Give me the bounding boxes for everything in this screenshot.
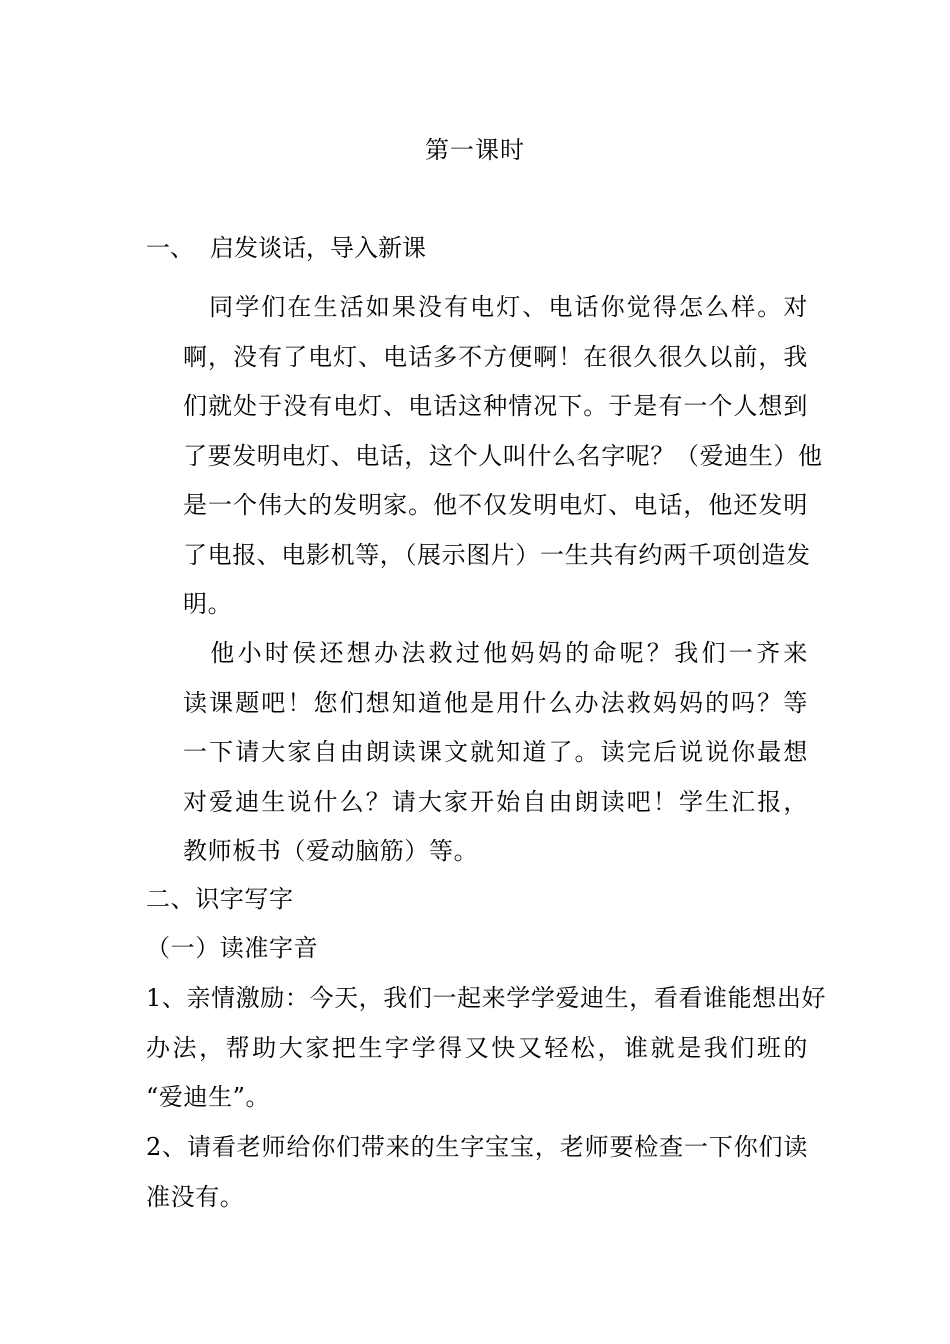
section-1-number: 一、 — [146, 234, 194, 262]
paragraph-line: 明。 — [183, 590, 233, 618]
paragraph-line: 了电报、电影机等，（展示图片）一生共有约两千项创造发 — [183, 540, 811, 569]
list-item-line: 2、请看老师给你们带来的生字宝宝，老师要检查一下你们读 — [146, 1133, 808, 1161]
section-1-heading — [146, 230, 426, 266]
paragraph-line: 了要发明电灯、电话，这个人叫什么名字呢？（爱迪生）他 — [183, 441, 823, 470]
paragraph-line: 一下请大家自由朗读课文就知道了。读完后说说你最想 — [183, 738, 808, 766]
list-item-1 — [146, 974, 827, 1123]
list-item-line: 办法，帮助大家把生字学得又快又轻松，谁就是我们班的 — [146, 1033, 808, 1062]
paragraph-line: 是一个伟大的发明家。他不仅发明电灯、电话，他还发明 — [183, 491, 808, 519]
paragraph-line: 对爱迪生说什么？请大家开始自由朗读吧！学生汇报， — [183, 787, 808, 816]
page-title: 第一课时 — [425, 136, 525, 164]
paragraph-line: 们就处于没有电灯、电话这种情况下。于是有一个人想到 — [183, 392, 808, 420]
section-2-heading-text: 二、识字写字 — [146, 885, 294, 913]
section-2-heading — [146, 875, 808, 925]
paragraph-line: 同学们在生活如果没有电灯、电话你觉得怎么样。对 — [183, 293, 808, 321]
section-2-subheading — [146, 924, 808, 974]
list-item-line: 1、亲情激励：今天，我们一起来学学爱迪生，看看谁能想出好 — [146, 984, 827, 1012]
section-1-paragraph-2 — [183, 629, 808, 877]
paragraph-line: 他小时侯还想办法救过他妈妈的命呢？我们一齐来 — [183, 639, 808, 667]
list-item-line: “爱迪生”。 — [146, 1083, 271, 1111]
section-1-heading-text: 启发谈话，导入新课 — [210, 234, 426, 262]
paragraph-line: 教师板书（爱动脑筋）等。 — [183, 837, 479, 865]
list-item-line: 准没有。 — [146, 1182, 245, 1211]
paragraph-line: 读课题吧！您们想知道他是用什么办法救妈妈的吗？等 — [183, 688, 808, 717]
section-2-subheading-text: （一）读准字音 — [146, 934, 319, 962]
paragraph-line: 啊，没有了电灯、电话多不方便啊！在很久很久以前，我 — [183, 342, 808, 371]
list-item-2 — [146, 1123, 808, 1222]
section-1-paragraph-1 — [183, 283, 823, 630]
